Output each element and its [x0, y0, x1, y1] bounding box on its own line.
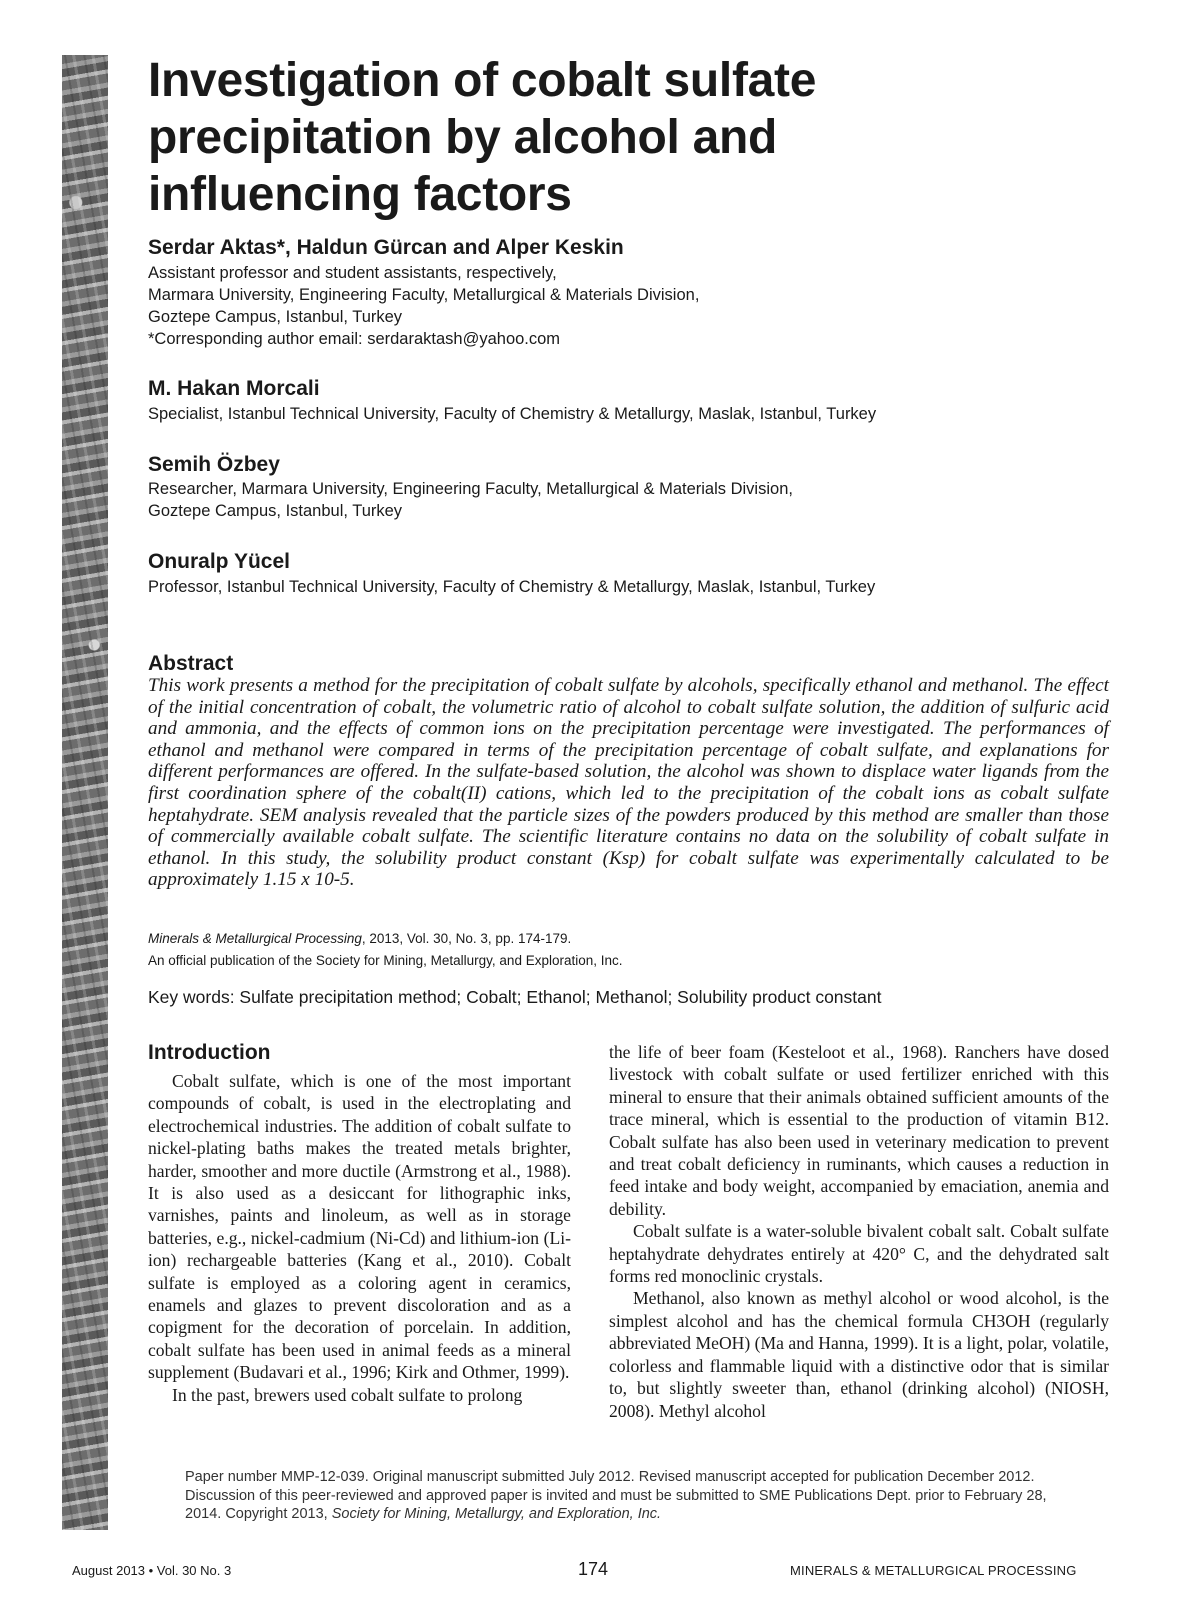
abstract-text: This work presents a method for the precipitation of cobalt sulfate by alcohols, specifically ethanol and methanol. The effect of the initial concentration of cobalt, the volumetric ratio of alcohol to cobalt sulfate solution, the addition of sulfuric acid and ammonia, and the effects of common ions on the precipitation percentage were investigated. The performances of ethanol and methanol were compared in terms of the precipitation percentage of cobalt sulfate, and explanations for different performances are offered. In the sulfate-based solution, the alcohol was shown to displace water ligands from the first coordination sphere of the cobalt(II) cations, which led to the precipitation of the cobalt ions as cobalt sulfate heptahydrate. SEM analysis revealed that the particle sizes of the powders produced by this method are smaller than those of commercially available cobalt sulfate. The scientific literature contains no data on the solubility of cobalt sulfate in ethanol. In this study, the solubility product constant (Ksp) for cobalt sulfate was experimentally calculated to be approximately 1.15 x 10-5. — [148, 675, 1109, 891]
affiliation-line: Marmara University, Engineering Faculty, Metallurgical & Materials Division, — [148, 286, 700, 304]
introduction-heading: Introduction — [148, 1041, 271, 1064]
title-line: precipitation by alcohol and — [148, 111, 778, 164]
author-name: M. Hakan Morcali — [148, 377, 320, 400]
left-column — [148, 1070, 571, 1406]
title-line: influencing factors — [148, 168, 572, 221]
author-affiliation — [148, 403, 876, 425]
affiliation-line: Specialist, Istanbul Technical University, Faculty of Chemistry & Metallurgy, Maslak, Istanbul, Turkey — [148, 405, 877, 423]
corresponding-email: *Corresponding author email: serdaraktash@yahoo.com — [148, 330, 561, 348]
affiliation-line: Assistant professor and student assistants, respectively, — [148, 264, 557, 282]
body-paragraph: Methanol, also known as methyl alcohol or wood alcohol, is the simplest alcohol and has the chemical formula CH3OH (regularly abbreviated MeOH) (Ma and Hanna, 1999). It is a light, polar, volatile, colorless and flammable liquid with a distinctive odor that is similar to, but slightly sweeter than, ethanol (drinking alcohol) (NIOSH, 2008). Methyl alcohol — [609, 1288, 1109, 1421]
article-title — [148, 52, 1048, 223]
author-affiliation — [148, 262, 699, 350]
author-affiliation — [148, 576, 875, 598]
right-column — [609, 1041, 1109, 1422]
publisher-line: An official publication of the Society for Mining, Metallurgy, and Exploration, Inc. — [148, 953, 623, 968]
author-name: Semih Özbey — [148, 453, 280, 476]
body-paragraph: In the past, brewers used cobalt sulfate to prolong — [172, 1384, 523, 1405]
page-number: 174 — [578, 1559, 609, 1579]
title-line: Investigation of cobalt sulfate — [148, 54, 817, 107]
footer-issue: August 2013 • Vol. 30 No. 3 — [72, 1563, 232, 1578]
body-paragraph: the life of beer foam (Kesteloot et al., 1968). Ranchers have dosed livestock with cobalt sulfate or used fertilizer enriched with this mineral to ensure that their animals obtained sufficient amounts of the trace mineral, which is essential to the production of vitamin B12. Cobalt sulfate has also been used in veterinary medication to prevent and treat cobalt deficiency in ruminants, which causes a reduction in feed intake and body weight, accompanied by emaciation, anemia and debility. — [609, 1042, 1109, 1219]
body-paragraph: Cobalt sulfate is a water-soluble bivalent cobalt salt. Cobalt sulfate heptahydrate dehydrates entirely at 420° C, and the dehydrated salt forms red monoclinic crystals. — [609, 1221, 1109, 1287]
author-name: Serdar Aktas*, Haldun Gürcan and Alper Keskin — [148, 236, 624, 259]
author-affiliation — [148, 478, 793, 522]
footer-journal: MINERALS & METALLURGICAL PROCESSING — [790, 1563, 1077, 1578]
affiliation-line: Professor, Istanbul Technical University, Faculty of Chemistry & Metallurgy, Maslak, Istanbul, Turkey — [148, 578, 876, 596]
affiliation-line: Goztepe Campus, Istanbul, Turkey — [148, 308, 403, 326]
decorative-side-strip — [62, 55, 108, 1530]
citation-details: , 2013, Vol. 30, No. 3, pp. 174-179. — [361, 931, 572, 946]
abstract-heading: Abstract — [148, 652, 234, 675]
keywords: Key words: Sulfate precipitation method; Cobalt; Ethanol; Methanol; Solubility product constant — [148, 987, 882, 1007]
journal-citation — [148, 928, 623, 972]
footnote-society: Society for Mining, Metallurgy, and Exploration, Inc. — [331, 1506, 662, 1522]
affiliation-line: Researcher, Marmara University, Engineering Faculty, Metallurgical & Materials Division, — [148, 480, 793, 498]
author-name: Onuralp Yücel — [148, 550, 290, 573]
journal-name: Minerals & Metallurgical Processing — [148, 931, 362, 946]
body-paragraph: Cobalt sulfate, which is one of the most important compounds of cobalt, is used in the electroplating and electrochemical industries. The addition of cobalt sulfate to nickel-plating baths makes the treated metals brighter, harder, smoother and more ductile (Armstrong et al., 1988). It is also used as a desiccant for lithographic inks, varnishes, paints and linoleum, as well as in storage batteries, e.g., nickel-cadmium (Ni-Cd) and lithium-ion (Li-ion) rechargeable batteries (Kang et al., 2010). Cobalt sulfate is employed as a coloring agent in ceramics, enamels and glazes to prevent discoloration and as a copigment for the decoration of porcelain. In addition, cobalt sulfate has been used in animal feeds as a mineral supplement (Budavari et al., 1996; Kirk and Othmer, 1999). — [148, 1071, 571, 1383]
manuscript-footnote — [185, 1468, 1075, 1524]
footnote-text: Paper number MMP-12-039. Original manuscript submitted July 2012. Revised manuscript accepted for publication December 2012. Discussion of this peer-reviewed and approved paper is invited and must be submitted to SME Publications Dept. prior to February 28, 2014. Copyright 2013, — [185, 1469, 1047, 1522]
affiliation-line: Goztepe Campus, Istanbul, Turkey — [148, 502, 403, 520]
